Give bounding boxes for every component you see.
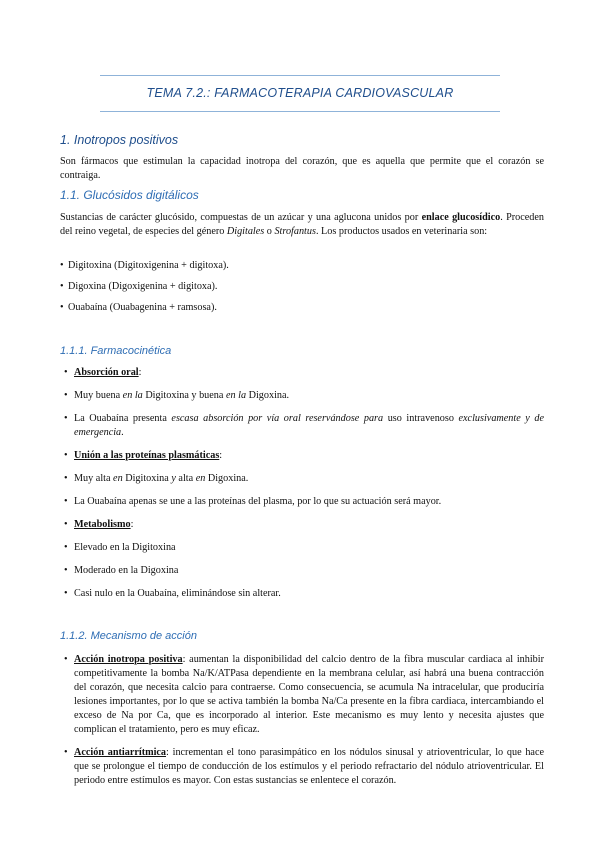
list-item: • Unión a las proteínas plasmáticas: [64, 450, 223, 461]
section-heading-farmacocinetica: 1.1.1. Farmacocinética [60, 345, 172, 357]
list-item: • Acción inotropa positiva: aumentan la disponibilidad del calcio dentro de la fibra muscular cardiaca al inhibir competitivamente la bomba Na/K/ATPasa dependiente en la membrana celular, así habrá una buena contracción del corazón, que necesita calcio para contraerse. Como consecuencia, se acumula Na intracelular, que produciría lesiones importantes, por lo que se activa también la bomba Na/Ca presente en la fibra cardiaca, intercambiando el exceso de Na por Ca, que es incorporado al interior. Este mecanismo es muy lento y necesita ajustes que complican el tratamiento, pero es muy eficaz. [64, 654, 544, 735]
section-heading-inotropos: 1. Inotropos positivos [60, 133, 179, 147]
bottom-rule [100, 111, 500, 112]
inotropos-description: Son fármacos que estimulan la capacidad inotropa del corazón, que es aquella que permite que el corazón se contraiga. [60, 156, 544, 181]
list-item: • Moderado en la Digoxina [64, 565, 179, 576]
list-item: • Absorción oral: [64, 367, 142, 378]
list-item: • Muy buena en la Digitoxina y buena en la Digoxina. [64, 390, 290, 401]
list-item: • Elevado en la Digitoxina [64, 542, 176, 553]
top-rule [100, 75, 500, 76]
list-item: • Metabolismo: [64, 519, 134, 530]
list-item: • Muy alta en Digitoxina y alta en Digoxina. [64, 473, 249, 484]
section-heading-glucosidos: 1.1. Glucósidos digitálicos [60, 188, 199, 202]
list-item: • Digitoxina (Digitoxigenina + digitoxa). [60, 260, 229, 271]
glucosidos-description: Sustancias de carácter glucósido, compuestas de un azúcar y una aglucona unidos por enlace glucosídico. Proceden del reino vegetal, de especies del género Digitales o Strofantus. Los productos usados en veterinaria son: [60, 212, 544, 237]
list-item: • Digoxina (Digoxigenina + digitoxa). [60, 281, 218, 292]
list-item: • Acción antiarrítmica: incrementan el tono parasimpático en los nódulos sinusal y atrioventricular, lo que hace que se prolongue el tiempo de conducción de los estímulos y el periodo refractario del nódulo atrioventricular. El periodo entre estímulos es mayor. Con estas sustancias se enlentece el corazón. [64, 747, 545, 786]
section-heading-mecanismo: 1.1.2. Mecanismo de acción [60, 630, 197, 642]
list-item: • La Ouabaína presenta escasa absorción por vía oral reservándose para uso intravenoso exclusivamente y de emergencia. [64, 413, 545, 438]
page-title: TEMA 7.2.: FARMACOTERAPIA CARDIOVASCULAR [146, 86, 454, 100]
list-item: • La Ouabaína apenas se une a las proteínas del plasma, por lo que su actuación será mayor. [64, 496, 442, 507]
list-item: • Ouabaína (Ouabagenina + ramsosa). [60, 302, 217, 313]
list-item: • Casi nulo en la Ouabaína, eliminándose sin alterar. [64, 588, 281, 599]
